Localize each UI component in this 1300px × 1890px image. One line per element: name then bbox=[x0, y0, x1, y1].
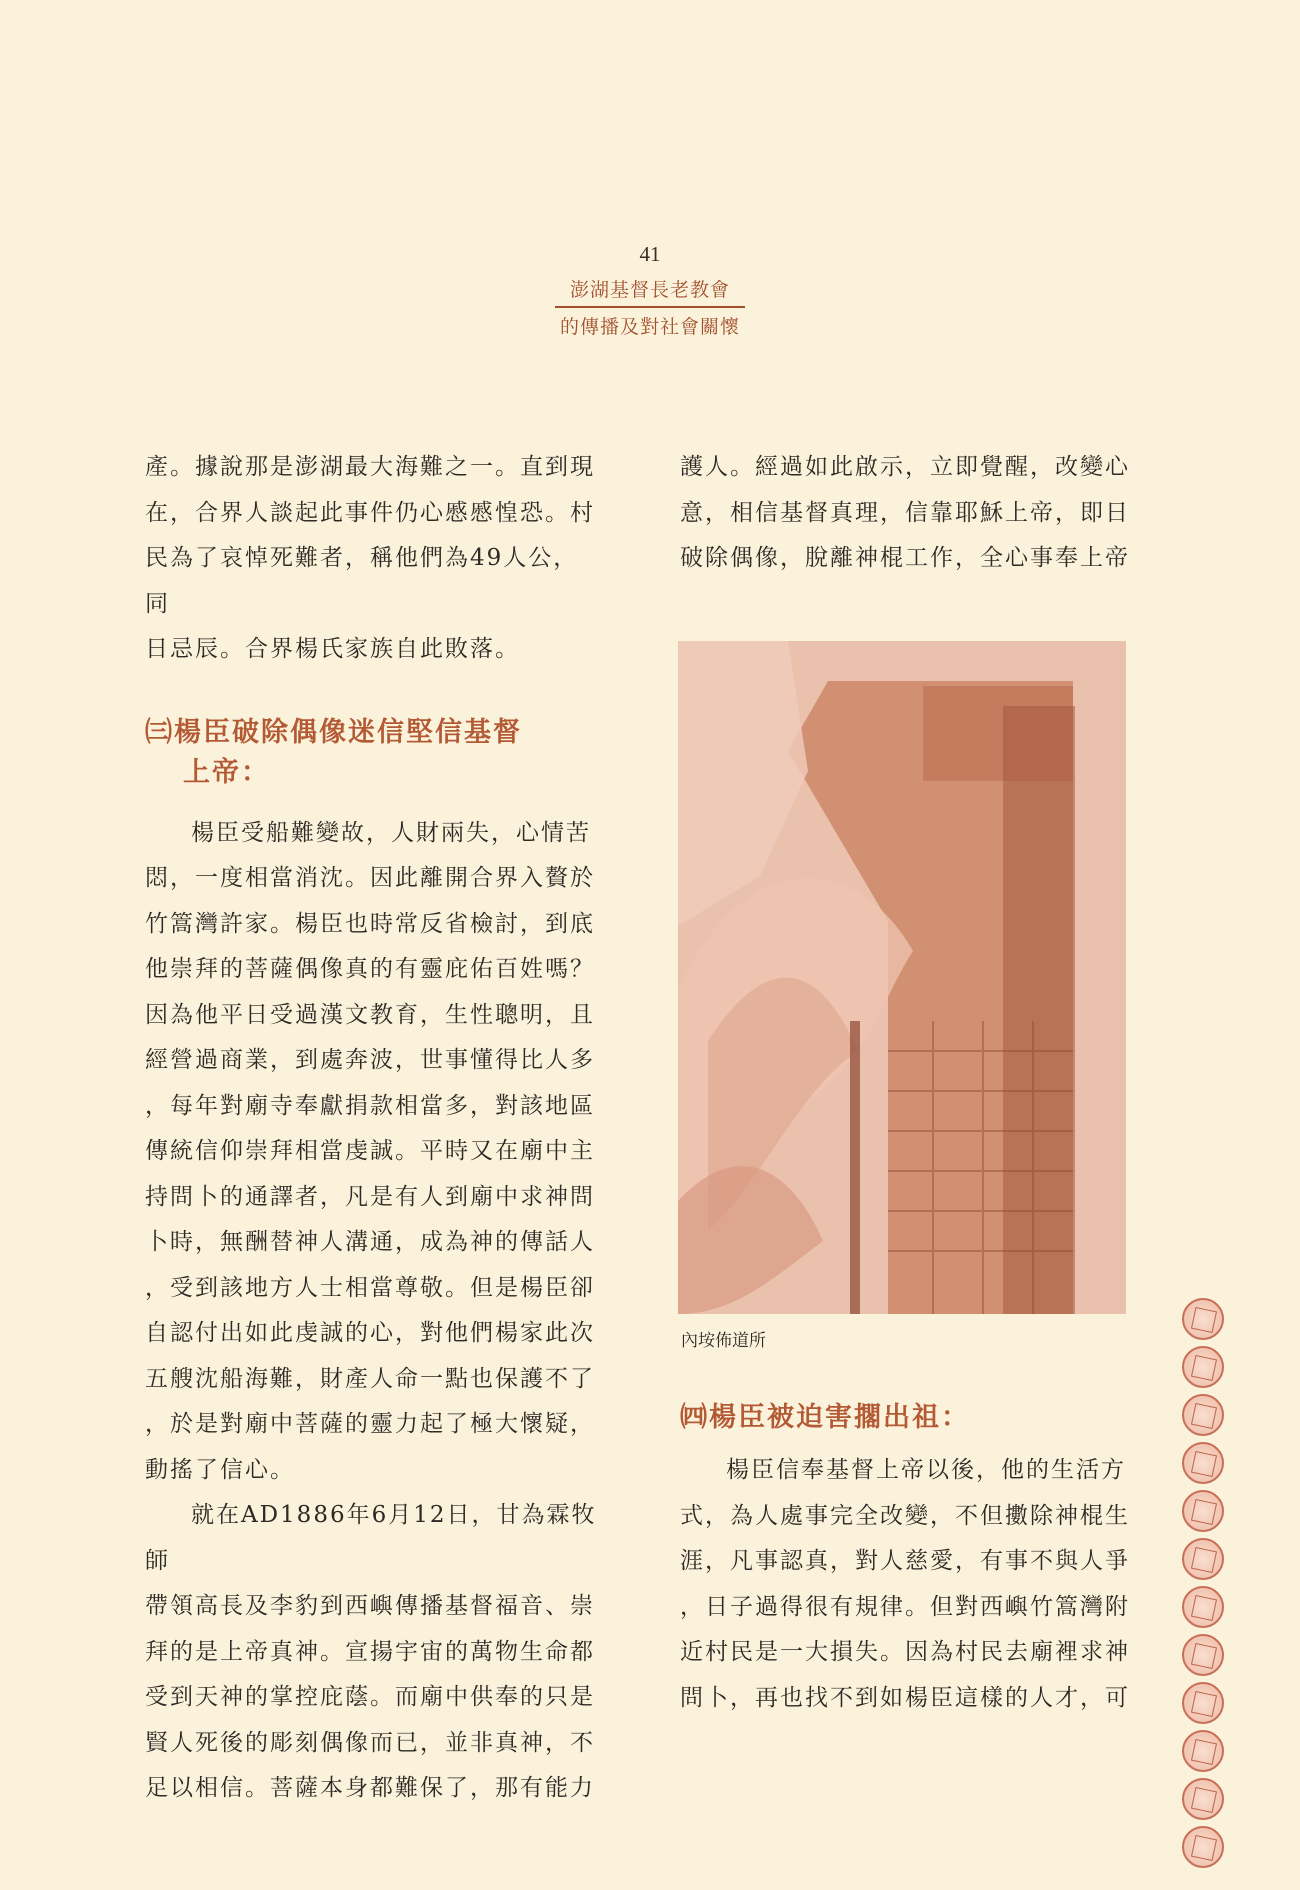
section-3-heading-line-1: ㈢楊臣破除偶像迷信堅信基督 bbox=[145, 716, 522, 748]
decorative-seal-column bbox=[1182, 1298, 1228, 1874]
header-divider bbox=[555, 306, 745, 308]
section-3-p2-line-3: 拜的是上帝真神。宣揚宇宙的萬物生命都 bbox=[145, 1638, 595, 1665]
section-3-p1-line-9: 持問卜的通譯者，凡是有人到廟中求神問 bbox=[145, 1183, 595, 1210]
left-intro-line-2: 在，合界人談起此事件仍心慼慼惶恐。村 bbox=[145, 499, 595, 526]
decorative-seal-icon bbox=[1182, 1730, 1224, 1772]
section-3-p1-line-3: 竹篙灣許家。楊臣也時常反省檢討，到底 bbox=[145, 910, 595, 937]
decorative-seal-icon bbox=[1182, 1394, 1224, 1436]
section-3-heading bbox=[145, 713, 600, 793]
section-4-line-4: ，日子過得很有規律。但對西嶼竹篙灣附 bbox=[680, 1593, 1130, 1620]
left-intro-line-1: 產。據說那是澎湖最大海難之一。直到現 bbox=[145, 454, 595, 480]
section-4-line-6: 問卜，再也找不到如楊臣這樣的人才，可 bbox=[680, 1684, 1130, 1711]
section-3-p1-line-1: 楊臣受船難變故，人財兩失，心情苦 bbox=[191, 819, 591, 846]
section-3-p2-line-1: 就在AD1886年6月12日，甘為霖牧師 bbox=[145, 1502, 597, 1574]
decorative-seal-icon bbox=[1182, 1682, 1224, 1724]
church-ruins-photo bbox=[678, 641, 1126, 1314]
section-3-p1-line-13: 五艘沈船海難，財產人命一點也保護不了 bbox=[145, 1365, 595, 1392]
decorative-seal-icon bbox=[1182, 1298, 1224, 1340]
section-4-line-5: 近村民是一大損失。因為村民去廟裡求神 bbox=[680, 1639, 1130, 1665]
right-column-top bbox=[680, 445, 1135, 582]
decorative-seal-icon bbox=[1182, 1586, 1224, 1628]
section-3-p1-line-11: ，受到該地方人士相當尊敬。但是楊臣卻 bbox=[145, 1274, 595, 1301]
section-3-p2-line-6: 足以相信。菩薩本身都難保了，那有能力 bbox=[145, 1775, 595, 1801]
page-number: 41 bbox=[639, 242, 661, 266]
section-3-p2-line-4: 受到天神的掌控庇蔭。而廟中供奉的只是 bbox=[145, 1684, 595, 1710]
decorative-seal-icon bbox=[1182, 1778, 1224, 1820]
right-top-line-3: 破除偶像，脫離神棍工作，全心事奉上帝 bbox=[680, 545, 1130, 571]
header-title-line-2: 的傳播及對社會關懷 bbox=[559, 316, 740, 338]
section-3-p1-line-8: 傳統信仰崇拜相當虔誠。平時又在廟中主 bbox=[145, 1138, 595, 1164]
right-top-line-1: 護人。經過如此啟示，立即覺醒，改變心 bbox=[680, 454, 1130, 480]
section-4-line-2: 式，為人處事完全改變，不但擻除神棍生 bbox=[680, 1502, 1130, 1529]
section-3-p1-line-5: 因為他平日受過漢文教育，生性聰明，且 bbox=[145, 1001, 595, 1028]
section-3-p1-line-14: ，於是對廟中菩薩的靈力起了極大懷疑， bbox=[145, 1411, 595, 1437]
right-top-line-2: 意，相信基督真理，信靠耶穌上帝，即日 bbox=[680, 499, 1130, 526]
section-4-text bbox=[680, 1448, 1135, 1721]
left-column bbox=[145, 445, 600, 1812]
left-intro-line-3: 民為了哀悼死難者，稱他們為49人公，同 bbox=[145, 545, 579, 617]
photo-illustration bbox=[678, 641, 1126, 1314]
decorative-seal-icon bbox=[1182, 1826, 1224, 1868]
section-3-p1-line-4: 他崇拜的菩薩偶像真的有靈庇佑百姓嗎？ bbox=[145, 956, 595, 982]
header-title-line-1: 澎湖基督長老教會 bbox=[569, 279, 730, 301]
section-3-p2-line-2: 帶領高長及李豹到西嶼傳播基督福音、崇 bbox=[145, 1593, 595, 1619]
section-3-heading-line-2: 上帝： bbox=[183, 756, 270, 788]
decorative-seal-icon bbox=[1182, 1490, 1224, 1532]
left-intro-line-4: 日忌辰。合界楊氏家族自此敗落。 bbox=[145, 636, 520, 662]
section-3-p2-line-5: 賢人死後的彫刻偶像而已，並非真神，不 bbox=[145, 1729, 595, 1756]
section-3-p1-line-10: 卜時，無酬替神人溝通，成為神的傳話人 bbox=[145, 1229, 595, 1255]
decorative-seal-icon bbox=[1182, 1634, 1224, 1676]
section-4-heading-wrapper bbox=[680, 1398, 1130, 1438]
decorative-seal-icon bbox=[1182, 1346, 1224, 1388]
section-3-p1-line-15: 動搖了信心。 bbox=[145, 1456, 295, 1483]
section-3-p1-line-12: 自認付出如此虔誠的心，對他們楊家此次 bbox=[145, 1320, 595, 1346]
section-4-heading: ㈣楊臣被迫害擱出祖： bbox=[680, 1402, 970, 1433]
decorative-seal-icon bbox=[1182, 1538, 1224, 1580]
section-3-p1-line-7: ，每年對廟寺奉獻捐款相當多，對該地區 bbox=[145, 1092, 595, 1119]
section-4-line-3: 涯，凡事認真，對人慈愛，有事不與人爭 bbox=[680, 1548, 1130, 1574]
section-4-line-1: 楊臣信奉基督上帝以後，他的生活方 bbox=[726, 1457, 1126, 1483]
decorative-seal-icon bbox=[1182, 1442, 1224, 1484]
running-header bbox=[520, 242, 780, 342]
photo-caption: 內垵佈道所 bbox=[681, 1331, 766, 1351]
section-3-p1-line-6: 經營過商業，到處奔波，世事懂得比人多 bbox=[145, 1047, 595, 1073]
section-3-p1-line-2: 悶，一度相當消沈。因此離開合界入贅於 bbox=[145, 865, 595, 891]
